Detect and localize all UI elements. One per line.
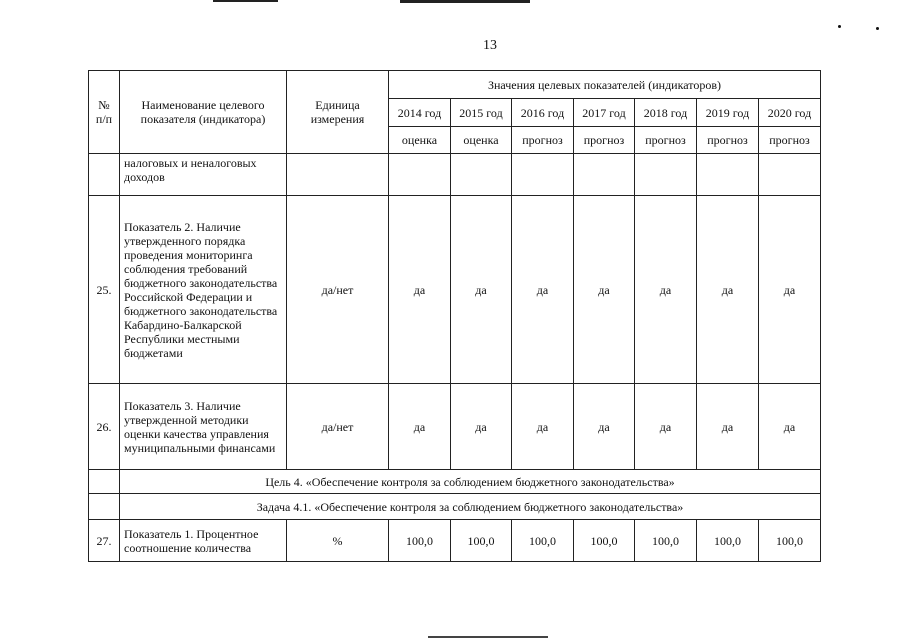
header-year: 2014 год bbox=[389, 99, 451, 127]
header-status: прогноз bbox=[635, 127, 697, 154]
header-status: прогноз bbox=[574, 127, 635, 154]
row-num bbox=[89, 154, 120, 196]
value-cell: да bbox=[759, 384, 821, 470]
task-text: Задача 4.1. «Обеспечение контроля за соблюдением бюджетного законодательства» bbox=[120, 494, 821, 520]
scan-artifact-top-left bbox=[213, 0, 278, 2]
scan-dot bbox=[876, 27, 879, 30]
scan-dot bbox=[838, 25, 841, 28]
value-cell: да bbox=[451, 196, 512, 384]
table-row bbox=[89, 520, 821, 562]
value-cell bbox=[697, 154, 759, 196]
value-cell: 100,0 bbox=[635, 520, 697, 562]
unit-cell: % bbox=[287, 520, 389, 562]
value-cell: да bbox=[389, 384, 451, 470]
value-cell: да bbox=[389, 196, 451, 384]
header-unit: Единица измерения bbox=[287, 71, 389, 154]
header-row-group bbox=[89, 71, 821, 99]
row-num: 26. bbox=[89, 384, 120, 470]
indicator-name: Показатель 2. Наличие утвержденного порядка проведения мониторинга соблюдения требований бюджетного законодательства Российской Федерации и бюджетного законодательства Кабардино-Балкарской Республики местными бюджетами bbox=[120, 196, 287, 384]
header-year: 2015 год bbox=[451, 99, 512, 127]
value-cell: 100,0 bbox=[451, 520, 512, 562]
unit-cell: да/нет bbox=[287, 196, 389, 384]
header-year: 2018 год bbox=[635, 99, 697, 127]
value-cell bbox=[759, 154, 821, 196]
value-cell: 100,0 bbox=[759, 520, 821, 562]
row-num: 25. bbox=[89, 196, 120, 384]
value-cell bbox=[389, 154, 451, 196]
header-status: прогноз bbox=[697, 127, 759, 154]
row-num: 27. bbox=[89, 520, 120, 562]
header-status: оценка bbox=[389, 127, 451, 154]
table-row bbox=[89, 384, 821, 470]
indicator-name: Показатель 3. Наличие утвержденной методики оценки качества управления муниципальными финансами bbox=[120, 384, 287, 470]
scan-artifact-bottom bbox=[428, 636, 548, 638]
table-row bbox=[89, 196, 821, 384]
value-cell: 100,0 bbox=[389, 520, 451, 562]
value-cell: да bbox=[574, 384, 635, 470]
header-status: прогноз bbox=[759, 127, 821, 154]
header-status: оценка bbox=[451, 127, 512, 154]
value-cell: да bbox=[451, 384, 512, 470]
unit-cell: да/нет bbox=[287, 384, 389, 470]
value-cell bbox=[512, 154, 574, 196]
header-status: прогноз bbox=[512, 127, 574, 154]
value-cell bbox=[574, 154, 635, 196]
task-row-num bbox=[89, 494, 120, 520]
scan-artifact-top-center bbox=[400, 0, 530, 3]
value-cell: да bbox=[635, 196, 697, 384]
goal-text: Цель 4. «Обеспечение контроля за соблюдением бюджетного законодательства» bbox=[120, 470, 821, 494]
value-cell bbox=[451, 154, 512, 196]
task-row bbox=[89, 494, 821, 520]
indicators-table bbox=[88, 70, 821, 562]
value-cell: 100,0 bbox=[512, 520, 574, 562]
indicator-name: Показатель 1. Процентное соотношение количества bbox=[120, 520, 287, 562]
value-cell: да bbox=[697, 384, 759, 470]
value-cell: 100,0 bbox=[574, 520, 635, 562]
value-cell bbox=[635, 154, 697, 196]
header-indicator-name: Наименование целевого показателя (индикатора) bbox=[120, 71, 287, 154]
value-cell: да bbox=[759, 196, 821, 384]
goal-row-num bbox=[89, 470, 120, 494]
table-row bbox=[89, 154, 821, 196]
unit-cell bbox=[287, 154, 389, 196]
header-values-group: Значения целевых показателей (индикаторов) bbox=[389, 71, 821, 99]
value-cell: да bbox=[512, 196, 574, 384]
header-year: 2019 год bbox=[697, 99, 759, 127]
value-cell: да bbox=[697, 196, 759, 384]
header-year: 2017 год bbox=[574, 99, 635, 127]
value-cell: да bbox=[512, 384, 574, 470]
header-year: 2016 год bbox=[512, 99, 574, 127]
value-cell: 100,0 bbox=[697, 520, 759, 562]
header-num: № п/п bbox=[89, 71, 120, 154]
indicator-name: налоговых и неналоговых доходов bbox=[120, 154, 287, 196]
header-year: 2020 год bbox=[759, 99, 821, 127]
goal-row bbox=[89, 470, 821, 494]
value-cell: да bbox=[574, 196, 635, 384]
page-number: 13 bbox=[483, 38, 497, 53]
value-cell: да bbox=[635, 384, 697, 470]
